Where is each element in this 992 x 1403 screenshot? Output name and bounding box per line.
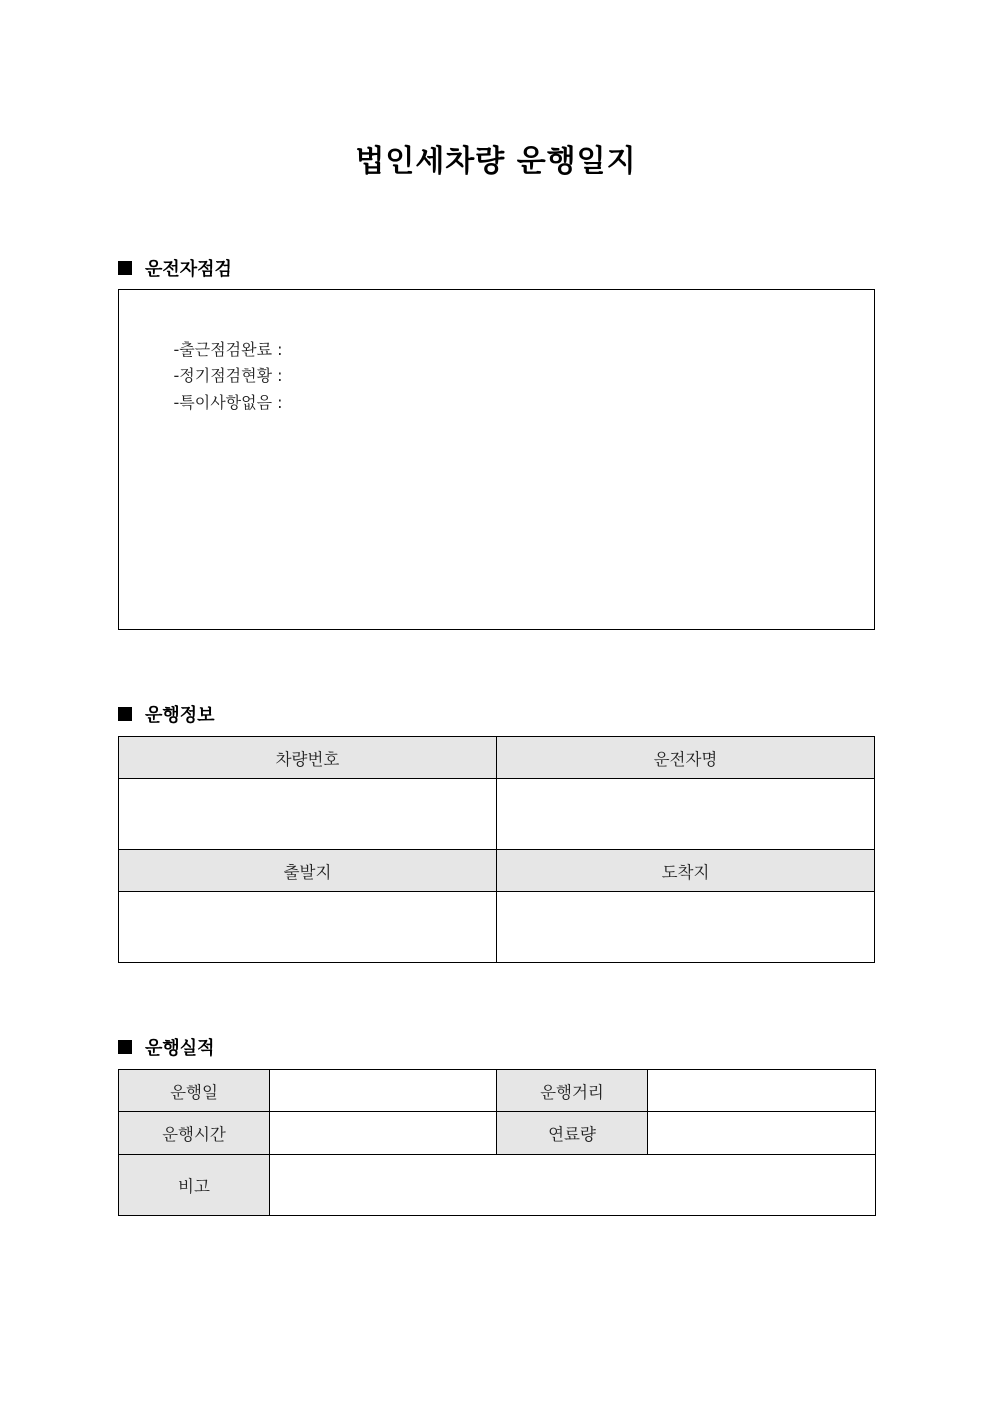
driver-name-field[interactable] [497, 779, 875, 850]
check-item-label: -특이사항없음 : [173, 392, 283, 412]
section-heading-driver-check [118, 255, 232, 281]
page-title: 법인세차량 운행일지 [355, 144, 637, 179]
section-title: 운행실적 [145, 1038, 215, 1059]
table-row [119, 1112, 876, 1155]
table-row [119, 1155, 876, 1216]
operation-info-table [118, 736, 875, 963]
header-destination: 도착지 [497, 850, 875, 892]
section-heading-operation-results [118, 1034, 215, 1060]
driver-check-list [143, 310, 283, 412]
section-title: 운행정보 [145, 705, 215, 726]
section-title: 운전자점검 [145, 259, 232, 280]
square-bullet-icon [118, 261, 132, 275]
table-header-row [119, 737, 875, 779]
remarks-field[interactable] [270, 1155, 876, 1216]
table-row [119, 779, 875, 850]
label-distance: 운행거리 [497, 1070, 648, 1112]
label-remarks: 비고 [119, 1155, 270, 1216]
operation-results-table [118, 1069, 876, 1216]
operation-date-field[interactable] [270, 1070, 497, 1112]
section-heading-operation-info [118, 701, 215, 727]
header-vehicle-number: 차량번호 [119, 737, 497, 779]
square-bullet-icon [118, 707, 132, 721]
header-departure: 출발지 [119, 850, 497, 892]
label-fuel: 연료량 [497, 1112, 648, 1155]
table-header-row [119, 850, 875, 892]
label-operation-date: 운행일 [119, 1070, 270, 1112]
check-item-label: -정기점검현황 : [173, 366, 283, 385]
fuel-field[interactable] [648, 1112, 876, 1155]
table-row [119, 892, 875, 963]
destination-field[interactable] [497, 892, 875, 963]
check-item-commute[interactable] [143, 310, 283, 359]
check-item-label: -출근점검완료 : [173, 339, 283, 359]
square-bullet-icon [118, 1040, 132, 1054]
label-operation-time: 운행시간 [119, 1112, 270, 1155]
operation-time-field[interactable] [270, 1112, 497, 1155]
vehicle-number-field[interactable] [119, 779, 497, 850]
table-row [119, 1070, 876, 1112]
header-driver-name: 운전자명 [497, 737, 875, 779]
driver-check-box [118, 289, 875, 630]
departure-field[interactable] [119, 892, 497, 963]
distance-field[interactable] [648, 1070, 876, 1112]
